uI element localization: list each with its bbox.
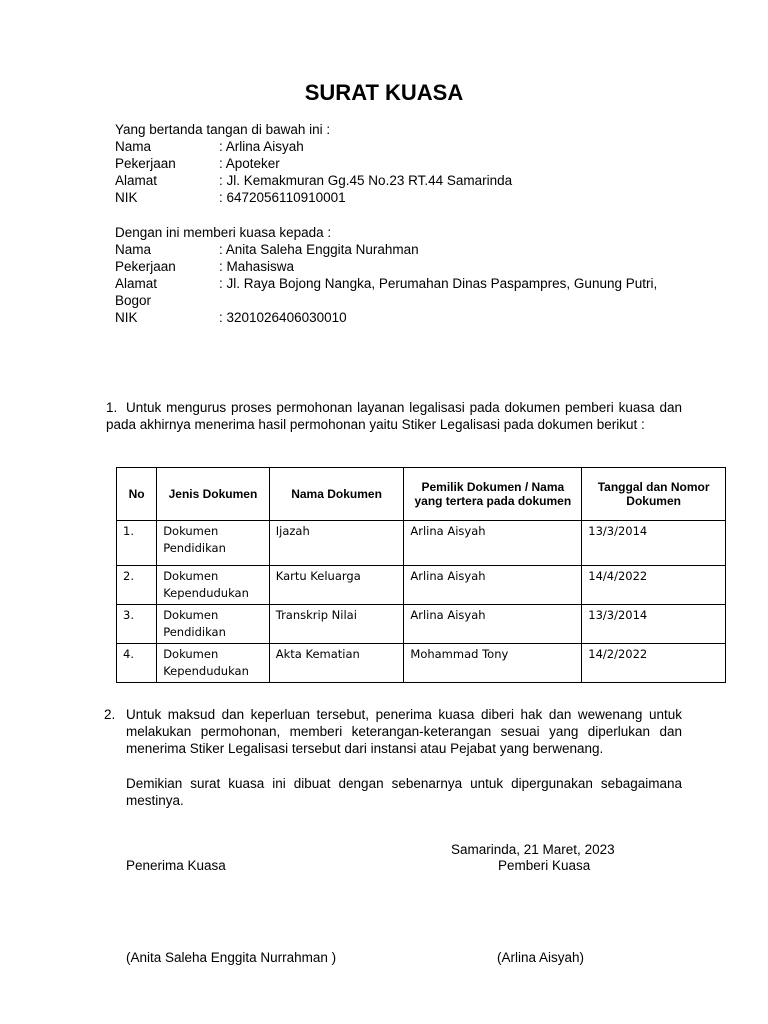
grantee-section [115, 224, 705, 326]
grantor-intro: Yang bertanda tangan di bawah ini : [115, 122, 331, 137]
documents-table [116, 467, 726, 683]
cell-no: 2. [117, 566, 157, 605]
cell-owner: Mohammad Tony [404, 644, 582, 683]
grantor-nik-row [115, 189, 705, 206]
receiver-label: Penerima Kuasa [126, 858, 226, 873]
field-value: : 6472056110910001 [219, 190, 346, 205]
cell-no: 1. [117, 521, 157, 566]
grantee-job-row [115, 258, 705, 275]
field-value: : Jl. Raya Bojong Nangka, Perumahan Dinas Paspampres, Gunung Putri, [219, 276, 658, 291]
field-label: NIK [115, 190, 138, 205]
cell-date: 13/3/2014 [582, 521, 726, 566]
point-1-paragraph [106, 399, 682, 433]
cell-owner: Arlina Aisyah [404, 605, 582, 644]
column-header-date: Tanggal dan Nomor Dokumen [582, 468, 726, 521]
giver-label: Pemberi Kuasa [498, 858, 591, 873]
cell-type: Dokumen Kependudukan [157, 566, 270, 605]
place-date: Samarinda, 21 Maret, 2023 [451, 842, 615, 857]
grantee-address-continuation: Bogor [115, 293, 152, 308]
table-row [117, 566, 726, 605]
field-value: : 3201026406030010 [219, 310, 347, 325]
cell-name: Transkrip Nilai [269, 605, 404, 644]
point-2-paragraph [104, 706, 682, 757]
column-header-no: No [117, 468, 157, 521]
table-row [117, 605, 726, 644]
table-row [117, 521, 726, 566]
receiver-name: (Anita Saleha Enggita Nurrahman ) [126, 950, 337, 965]
table-row [117, 644, 726, 683]
grantor-section [115, 121, 705, 206]
field-label: Nama [115, 242, 152, 257]
cell-type: Dokumen Pendidikan [157, 605, 270, 644]
grantor-name-row [115, 138, 705, 155]
field-label: NIK [115, 310, 138, 325]
field-value: : Anita Saleha Enggita Nurahman [219, 242, 419, 257]
cell-no: 3. [117, 605, 157, 644]
giver-name: (Arlina Aisyah) [497, 950, 585, 965]
grantor-job-row [115, 155, 705, 172]
cell-owner: Arlina Aisyah [404, 521, 582, 566]
grantee-address-row [115, 275, 705, 292]
point-1-text: Untuk mengurus proses permohonan layanan legalisasi pada dokumen pemberi kuasa dan pada akhirnya menerima hasil permohonan yaitu Stiker Legalisasi pada dokumen berikut : [106, 400, 682, 432]
grantor-address-row [115, 172, 705, 189]
point-2-text: Untuk maksud dan keperluan tersebut, penerima kuasa diberi hak dan wewenang untuk melakukan permohonan, memberi keterangan-keterangan sesuai yang diperlukan dan menerima Stiker Legalisasi tersebut dari instansi atau Pejabat yang berwenang. [126, 707, 682, 756]
cell-type: Dokumen Kependudukan [157, 644, 270, 683]
closing-paragraph: Demikian surat kuasa ini dibuat dengan sebenarnya untuk dipergunakan sebagaimana mestinya. [126, 776, 682, 808]
grantee-name-row [115, 241, 705, 258]
cell-name: Ijazah [269, 521, 404, 566]
cell-date: 14/2/2022 [582, 644, 726, 683]
field-label: Pekerjaan [115, 259, 176, 274]
grantee-intro: Dengan ini memberi kuasa kepada : [115, 225, 332, 240]
field-value: : Jl. Kemakmuran Gg.45 No.23 RT.44 Samarinda [219, 173, 513, 188]
column-header-name: Nama Dokumen [269, 468, 404, 521]
point-1-number: 1. [106, 400, 118, 415]
cell-name: Akta Kematian [269, 644, 404, 683]
document-title: SURAT KUASA [304, 80, 464, 105]
cell-date: 13/3/2014 [582, 605, 726, 644]
grantee-nik-row [115, 309, 705, 326]
field-label: Pekerjaan [115, 156, 176, 171]
cell-date: 14/4/2022 [582, 566, 726, 605]
table-header-row [117, 468, 726, 521]
field-value: : Arlina Aisyah [219, 139, 304, 154]
cell-no: 4. [117, 644, 157, 683]
field-label: Alamat [115, 173, 158, 188]
cell-owner: Arlina Aisyah [404, 566, 582, 605]
cell-name: Kartu Keluarga [269, 566, 404, 605]
column-header-owner: Pemilik Dokumen / Nama yang tertera pada dokumen [404, 468, 582, 521]
field-label: Alamat [115, 276, 158, 291]
field-value: : Apoteker [219, 156, 280, 171]
column-header-type: Jenis Dokumen [157, 468, 270, 521]
field-value: : Mahasiswa [219, 259, 295, 274]
field-label: Nama [115, 139, 152, 154]
point-2-number: 2. [104, 707, 116, 722]
cell-type: Dokumen Pendidikan [157, 521, 270, 566]
